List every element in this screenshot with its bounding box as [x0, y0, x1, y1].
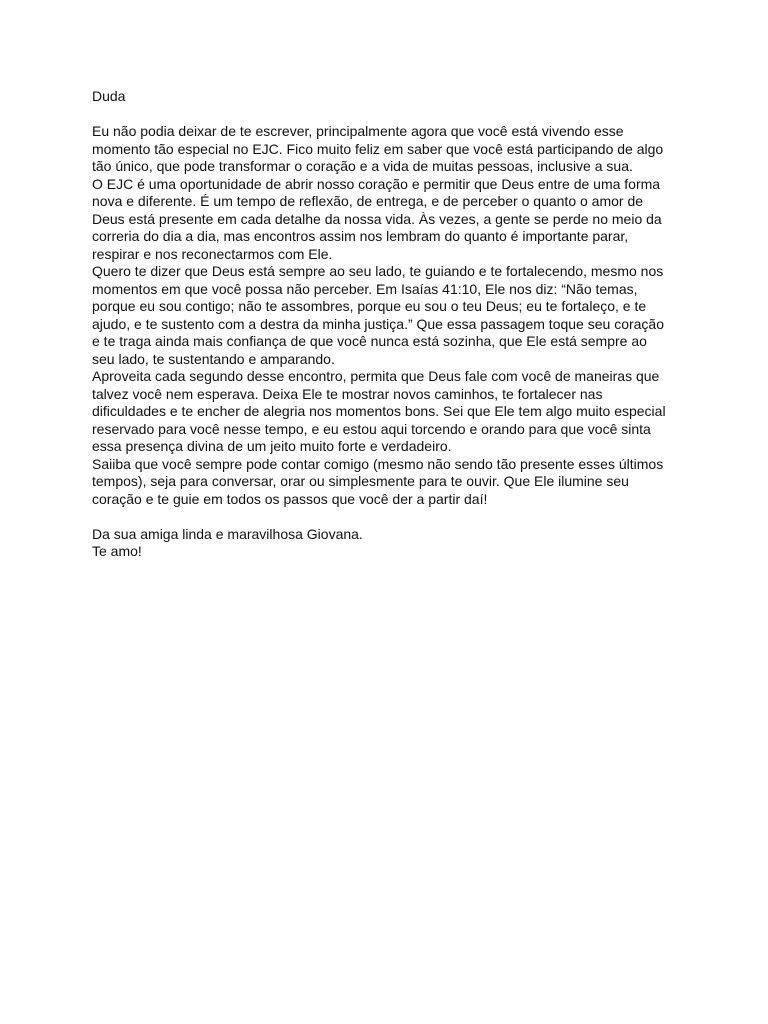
- letter-line: O EJC é uma oportunidade de abrir nosso coração e permitir que Deus entre de uma forma: [92, 175, 661, 192]
- letter-line: Saiiba que você sempre pode contar comigo (mesmo não sendo tão presente esses últimos: [92, 455, 664, 472]
- signature: Da sua amiga linda e maravilhosa Giovana.: [92, 525, 363, 542]
- letter-line: essa presença divina de um jeito muito forte e verdadeiro.: [92, 438, 452, 454]
- salutation: Duda: [92, 88, 126, 104]
- letter-line: e te traga ainda mais confiança de que você nunca está sozinha, que Ele está sempre ao: [92, 333, 647, 349]
- letter-body: [92, 88, 692, 561]
- letter-line: Aproveita cada segundo desse encontro, permita que Deus fale com você de maneiras que: [92, 368, 660, 384]
- letter-line: tão único, que pode transformar o coração e a vida de muitas pessoas, inclusive a sua.: [92, 158, 633, 174]
- letter-line: seu lado, te sustentando e amparando.: [92, 350, 335, 367]
- blank-line: [92, 106, 692, 124]
- closing: Te amo!: [92, 543, 142, 559]
- letter-line: Quero te dizer que Deus está sempre ao seu lado, te guiando e te fortalecendo, mesmo nos: [92, 263, 664, 279]
- letter-line: coração e te guie em todos os passos que você der a partir daí!: [92, 490, 488, 507]
- letter-line: Eu não podia deixar de te escrever, principalmente agora que você está vivendo esse: [92, 123, 624, 139]
- letter-line: reservado para você nesse tempo, e eu estou aqui torcendo e orando para que você sinta: [92, 420, 651, 437]
- letter-line: Deus está presente em cada detalhe da nossa vida. Às vezes, a gente se perde no meio da: [92, 210, 662, 227]
- letter-line: talvez você nem esperava. Deixa Ele te mostrar novos caminhos, te fortalecer nas: [92, 385, 603, 402]
- letter-line: ajudo, e te sustento com a destra da minha justiça.” Que essa passagem toque seu coração: [92, 315, 664, 332]
- letter-line: dificuldades e te encher de alegria nos momentos bons. Sei que Ele tem algo muito especial: [92, 403, 666, 419]
- letter-line: correria do dia a dia, mas encontros assim nos lembram do quanto é importante parar,: [92, 228, 629, 244]
- blank-line: [92, 508, 692, 526]
- letter-line: respirar e nos reconectarmos com Ele.: [92, 245, 333, 262]
- letter-line: momentos em que você possa não perceber. Em Isaías 41:10, Ele nos diz: “Não temas,: [92, 280, 638, 297]
- letter-line: porque eu sou contigo; não te assombres, porque eu sou o teu Deus; eu te fortaleço, e te: [92, 298, 647, 314]
- letter-line: momento tão especial no EJC. Fico muito feliz em saber que você está participando de algo: [92, 140, 664, 157]
- letter-line: nova e diferente. É um tempo de reflexão, de entrega, e de perceber o quanto o amor de: [92, 193, 644, 209]
- letter-line: tempos), seja para conversar, orar ou simplesmente para te ouvir. Que Ele ilumine seu: [92, 473, 629, 489]
